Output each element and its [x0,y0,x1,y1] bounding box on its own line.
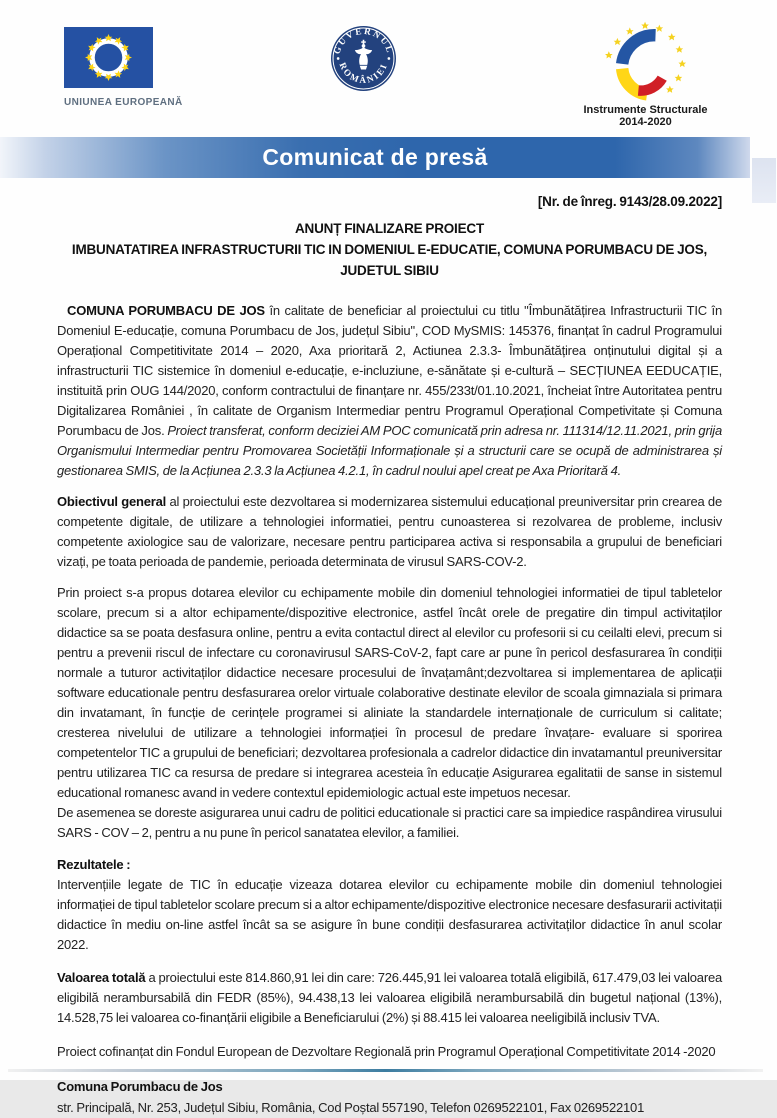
paragraph-description-2: De asemenea se doreste asigurarea unui cadru de politici educationale si practici care sa impiedice raspândirea virusului SARS - COV – 2, pentru a nu pune în pericol sanatatea elevilor, a familiei. [57,805,722,840]
project-transfer-note: Proiect transferat, conform deciziei AM POC comunicată prin adresa nr. 111314/12.11.2021, prin grija Organismului Intermediar pentru Promovarea Societății Informaționale și a structurii care se ocupă de administrarea și gestionarea SMIS, de la Acțiunea 2.3.3 la Acțiunea 4.2.1, în cadrul noului apel creat pe Axa Prioritară 4. [57,423,722,478]
paragraph-project-info [57,301,722,481]
structural-logo-label: Instrumente Structurale [583,104,708,116]
document-content [57,192,722,1118]
gov-logo-bottom-text: ROMÂNIEI [337,60,390,85]
total-value-lead: Valoarea totală [57,970,146,985]
banner-shadow-block [752,158,776,203]
footer-commune-name: Comuna Porumbacu de Jos [57,1079,223,1094]
paragraph-description: Prin proiect s-a propus dotarea elevilor cu echipamente mobile din domeniul tehnologiei informatiei de tipul tabletelor scolare, precum si a altor echipamente/dispozitive electronice, astfel încât orele de pregatire din timpul activitaților didactice sa se poata desfasura online, pentru a evita contactul direct al elevilor cu profesorii si cu ceilalti elevi, precum si pentru a prevenii riscul de infectare cu coronavirusul SARS-CoV-2, fapt care ar pune în pericol desfasurarea în condiții normale a tuturor activitaților didactice necesare procesului de învațamânt;dezvoltarea si implementarea de aplicații software educationale pentru desfasurarea orelor virtuale colaborative destinate elevilor de scoala gimnaziala si primara din invatamant, în funcție de cerințele programei si aliniate la standardele internaționale de curriculum si calitate; cresterea nivelului de utilizare a tehnologiei informației în procesul de predare învațare- evaluare si sporirea competentelor TIC a grupului de beneficiari; dezvoltarea profesionala a cadrelor didactice din invatamantul preuniversitar pentru utilizarea TIC ca resursa de predare si integrarea acesteia în educație Asigurarea egalitatii de sanse in sistemul educational romanesc avand in vedere contextul epidemiologic actual este impetuos necesar. [57,585,722,800]
objective-text: al proiectului este dezvoltarea si modernizarea sistemului educațional preuniversitar prin crearea de competente digitale, de utilizare a tehnologiei informatiei, pentru cunoasterea si rezolvarea de probleme, inclusiv competente axiologice sau de valorizare, necesare pentru participarea activa si responsabila a grupului de beneficiari vizați, pe toata perioada de pandemie, perioada determinata de virusul SARS-COV-2. [57,494,722,569]
eu-flag-icon [64,27,153,88]
objective-lead: Obiectivul general [57,494,167,509]
eu-logo-block [64,27,214,108]
footer-address: str. Principală, Nr. 253, Județul Sibiu, România, Cod Poștal 557190, Telefon 0269522101, Fax 0269522101 [57,1100,645,1115]
cofinance-note: Proiect cofinanțat din Fondul European de Dezvoltare Regională prin Programul Operațional Competitivitate 2014 -2020 [57,1044,716,1059]
gov-logo-block [330,25,397,97]
project-beneficiary-lead: COMUNA PORUMBACU DE JOS [67,303,265,318]
paragraph-total-value [57,968,722,1028]
project-info-text: în calitate de beneficiar al proiectului cu titlu "Îmbunătățirea Infrastructurii TIC în Domeniul E-educație, comuna Porumbacu de Jos, județul Sibiu", COD MySMIS: 145376, finanțat în cadrul Programului Operațional Competitivitate 2014 – 2020, Axa prioritară 2, Actiunea 2.3.3- Îmbunătățirea onținutului digital și a infrastructurii TIC sistemice în domeniul e-educație, e-incluziune, e-sănătate și e-cultură – SECȚIUNEA EEDUCAȚIE, instituită prin OUG 144/2020, conform contractului de finanțare nr. 455/233t/01.10.2021, încheiat între Autoritatea pentru Digitalizarea României , în calitate de Organism Intermediar pentru Programul Operațional Competivitate și Comuna Porumbacu de Jos. [57,303,722,438]
total-value-text: a proiectului este 814.860,91 lei din care: 726.445,91 lei valoarea totală eligibilă, 617.479,03 lei valoarea eligibilă nerambursabilă din FEDR (85%), 94.438,13 lei valoarea eligibilă nerambursabilă din bugetul național (13%), 14.528,75 lei valoarea co-finanțării eligibile a Beneficiarului (2%) și 88.415 lei valoarea neeligibilă inclusiv TVA. [57,970,723,1025]
structural-logo-period: 2014-2020 [619,116,672,128]
banner-title: Comunicat de presă [262,144,488,170]
results-heading: Rezultatele : [57,857,131,872]
structural-instruments-swoosh-icon [598,20,694,102]
eu-flag-label: UNIUNEA EUROPEANĂ [64,97,183,108]
gov-logo-top-text: GUVERNUL [331,25,396,56]
registration-number: [Nr. de înreg. 9143/28.09.2022] [537,194,722,209]
project-title: IMBUNATATIREA INFRASTRUCTURII TIC IN DOMENIUL E-EDUCATIE, COMUNA PORUMBACU DE JOS, JUDETUL SIBIU [71,242,708,278]
structural-logo-block [578,20,713,128]
bottom-divider-line [8,1069,763,1072]
announcement-title: ANUNȚ FINALIZARE PROIECT [295,221,484,236]
paragraph-objective [57,492,722,572]
press-release-banner [0,137,750,178]
romania-government-seal-icon [330,25,397,92]
paragraph-results: Intervențiile legate de TIC în educație vizeaza dotarea elevilor cu echipamente mobile din domeniul tehnologiei informației de tipul tabletelor scolare precum si a altor echipamente/dispozitive electronice necesare desfasurarii activitații didactice în mediu on-line astfel încât sa se asigure în bune condiții desfasurarea activitaților didactice în anul scolar 2022. [57,877,722,952]
